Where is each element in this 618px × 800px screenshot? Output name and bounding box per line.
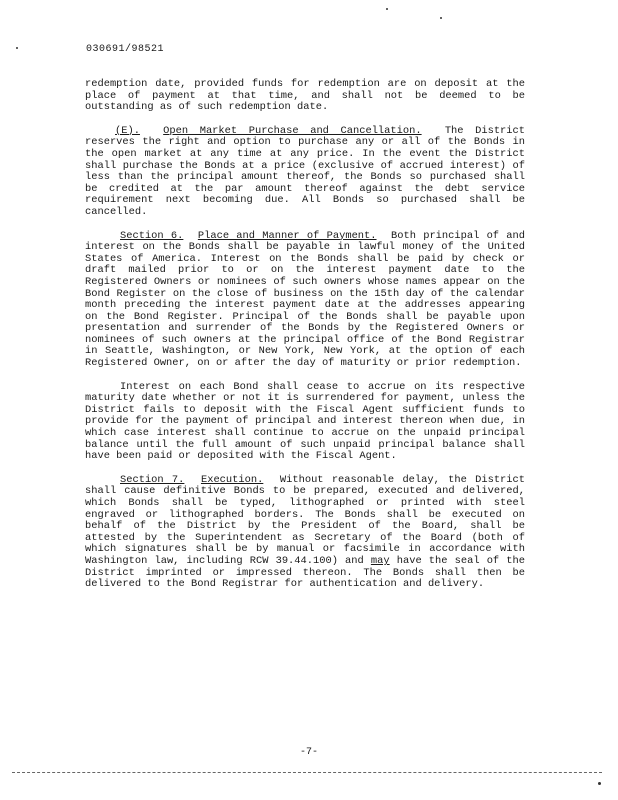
section-heading: Execution. — [200, 473, 264, 486]
paragraph-text: Interest on each Bond shall cease to accrue on its respective maturity date whether or not it is surrendered for payment, unless the District fails to deposit with the Fiscal Agent sufficient funds to provide for the payment of principal and interest thereon when due, in which case interest shall continue to accrue on the unpaid principal balance until the full amount of such unpaid principal balance shall have been paid or deposited with the Fiscal Agent. — [85, 380, 525, 463]
paragraph-open-market-purchase — [85, 126, 525, 219]
paragraph-interest-cessation — [85, 382, 525, 463]
section-label: Section 6. — [120, 229, 184, 242]
subsection-heading: Open Market Purchase and Cancellation. — [163, 124, 422, 137]
subsection-label: (E). — [115, 124, 140, 137]
section-heading: Place and Manner of Payment. — [197, 229, 377, 242]
page-number: -7- — [299, 747, 318, 758]
scan-edge-line — [12, 772, 602, 773]
scan-speck — [440, 17, 442, 19]
paragraph-text: Both principal of and interest on the Bonds shall be payable in lawful money of the United States of America. Interest on the Bonds shall be paid by check or draft mailed prior to or on the interest payment date to the Registered Owners or nominees of such owners whose names appear on the Bond Register on the close of business on the 15th day of the calendar month preceding the interest payment date at the addresses appearing on the Bond Register. Principal of the Bonds shall be payable upon presentation and surrender of the Bonds by the Registered Owners or nominees of such owners at the principal office of the Bond Registrar in Seattle, Washington, or New York, New York, at the option of each Registered Owner, on or after the day of maturity or prior redemption. — [85, 229, 525, 370]
section-label: Section 7. — [120, 473, 185, 486]
document-body — [85, 79, 525, 603]
paragraph-text: have the seal of the District imprinted or impressed thereon. The Bonds shall then be delivered to the Bond Registrar for authentication and delivery. — [85, 554, 525, 591]
document-id: 030691/98521 — [86, 44, 165, 55]
paragraph-text: The District reserves the right and option to purchase any or all of the Bonds in the open market at any time at any price. In the event the District shall purchase the Bonds at a price (exclusive of accrued interest) of less than the principal amount thereof, the Bonds so purchased shall be credited at the par amount thereof against the debt service requirement next becoming due. All Bonds so purchased shall be cancelled. — [85, 124, 526, 218]
paragraph-text: Without reasonable delay, the District shall cause definitive Bonds to be prepared, executed and delivered, which Bonds shall be typed, lithographed or printed with steel engraved or lithographed borders. The Bonds shall be executed on behalf of the District by the President of the Board, shall be attested by the Superintendent as Secretary of the Board (both of which signatures shall be by manual or facsimile in accordance with Washington law, including RCW 39.44.100) and — [85, 473, 525, 567]
scan-speck — [16, 47, 18, 49]
paragraph-text: redemption date, provided funds for redemption are on deposit at the place of payment at that time, and shall not be deemed to be outstanding as of such redemption date. — [85, 78, 525, 114]
handwritten-insertion: may — [370, 554, 390, 567]
scan-speck — [386, 8, 388, 10]
paragraph-redemption-continuation — [85, 79, 525, 114]
paragraph-section-6 — [85, 231, 525, 370]
paragraph-section-7 — [85, 475, 525, 591]
scan-speck — [598, 782, 601, 785]
